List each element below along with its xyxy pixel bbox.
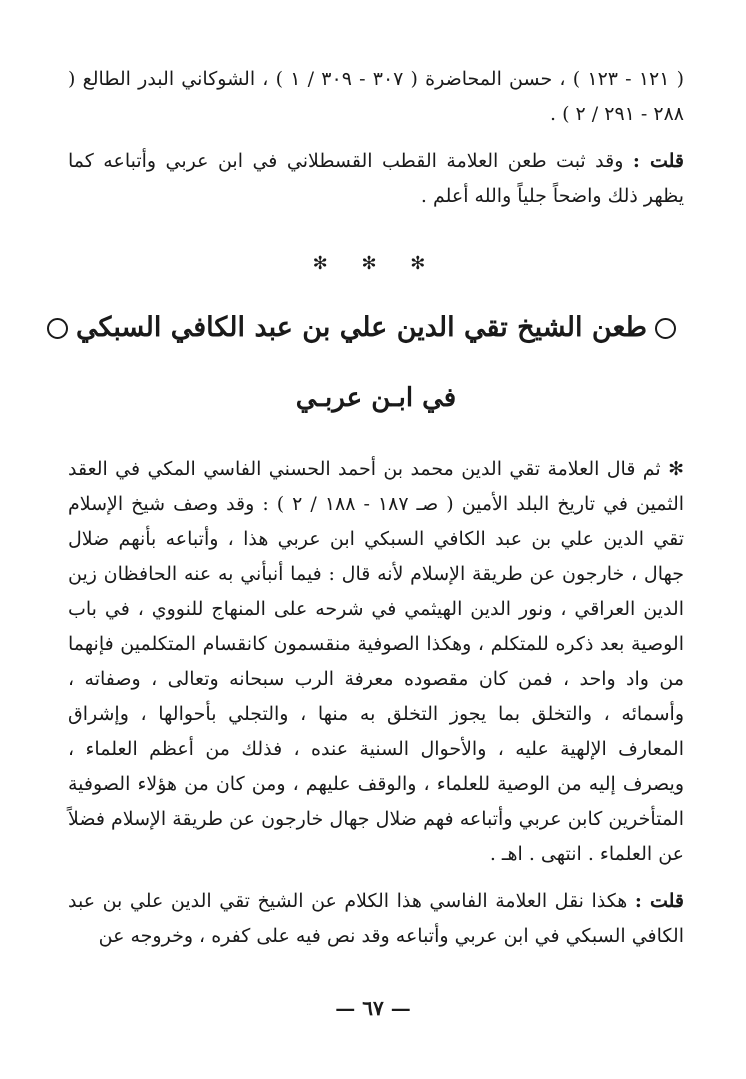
closing-text: هكذا نقل العلامة الفاسي هذا الكلام عن الشيخ تقي الدين علي بن عبد الكافي السبكي في ابن عربي وأتباعه وقد نص فيه على كفره ، وخروجه عن [68, 890, 684, 947]
page-number: — ٦٧ — [335, 996, 411, 1020]
section-separator: ✻ ✻ ✻ [312, 253, 440, 274]
circle-icon [655, 318, 676, 339]
continuation-paragraph: ( ١٢١ - ١٢٣ ) ، حسن المحاضرة ( ٣٠٧ - ٣٠٩ / ١ ) ، الشوكاني البدر الطالع ( ٢٨٨ - ٢٩١ / ٢ ) . [68, 68, 685, 125]
section-heading-line2: في ابـن عربـي [295, 383, 457, 413]
note-label: قلت : [632, 150, 684, 172]
section-heading [68, 308, 684, 348]
page-body [68, 62, 684, 954]
main-paragraph: ✻ ثم قال العلامة تقي الدين محمد بن أحمد الحسني الفاسي المكي في العقد الثمين في تاريخ البلد الأمين ( صـ ١٨٧ - ١٨٨ / ٢ ) : وقد وصف شيخ الإسلام تقي الدين علي بن عبد الكافي السبكي ابن عربي هذا ، وأتباعه بأنهم ضلال جهال ، خارجون عن طريقة الإسلام لأنه قال : فيما أنبأني به عنه الحافظان زين الدين العراقي ، ونور الدين الهيثمي في شرحه على المنهاج للنووي ، في باب الوصية بعد ذكره للمتكلم ، وهكذا الصوفية منقسمون كانقسام المتكلمين فإنهما من واد واحد ، فمن كان مقصوده معرفة الرب سبحانه وتعالى ، وصفاته ، وأسمائه ، والتخلق بما يجوز التخلق به منها ، والتجلي بأحوالها ، وإشراق المعارف الإلهية عليه ، والأحوال السنية عنده ، فذلك من أعظم العلماء ، ويصرف إليه من الوصية للعلماء ، والوقف عليهم ، ومن كان من هؤلاء الصوفية المتأخرين كابن عربي وأتباعه فهم ضلال جهال خارجون عن طريقة الإسلام فضلاً عن العلماء . انتهى . اهـ . [68, 458, 685, 865]
closing-label: قلت : [634, 890, 684, 912]
note-text: وقد ثبت طعن العلامة القطب القسطلاني في ابن عربي وأتباعه كما يظهر ذلك واضحاً جلياً والله أعلم . [68, 150, 684, 207]
circle-icon [47, 318, 68, 339]
note-paragraph [68, 144, 684, 214]
closing-paragraph [68, 884, 684, 954]
section-heading-line1: طعن الشيخ تقي الدين علي بن عبد الكافي السبكي [75, 312, 647, 343]
